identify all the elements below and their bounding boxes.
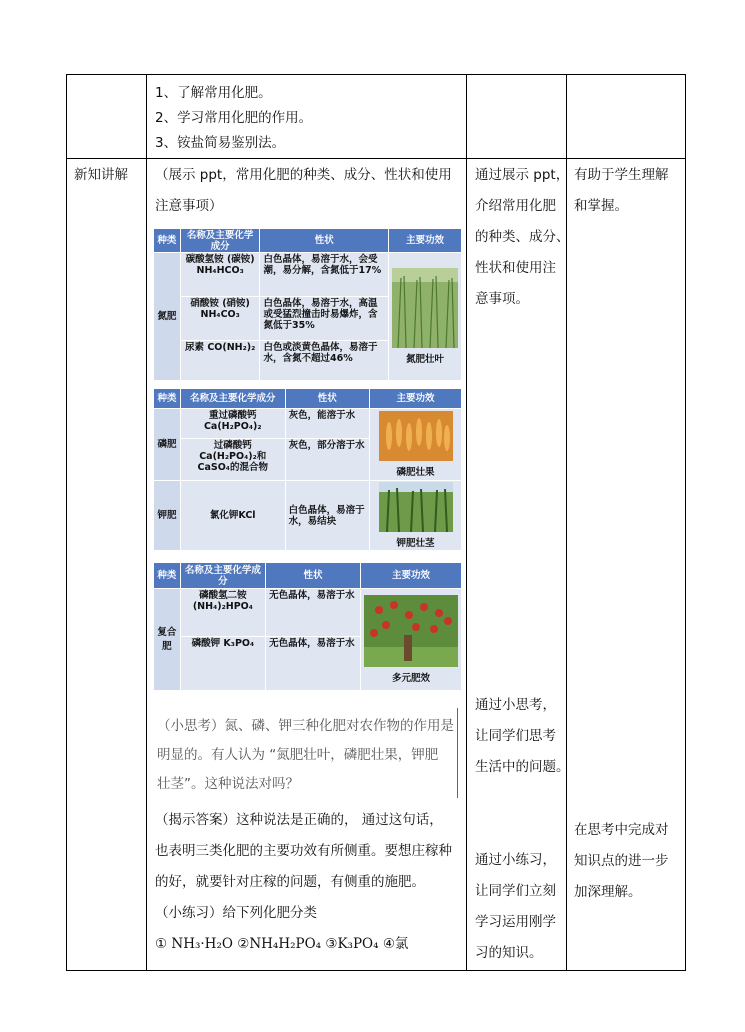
- compound-fertilizer-table: [153, 562, 462, 691]
- fertilizer-desc: 灰色，能溶于水: [285, 409, 370, 439]
- goal-item: 3、铵盐简易鉴别法。: [155, 135, 286, 151]
- exercise-items: ① NH₃·H₂O ②NH₄H₂PO₄ ③K₃PO₄ ④氯: [155, 936, 409, 952]
- teacher-note: 让同学们思考: [475, 728, 556, 744]
- effect-cell: [370, 409, 462, 481]
- fertilizer-name: 尿素 CO(NH₂)₂: [180, 341, 260, 381]
- header-desc: 性状: [266, 563, 361, 589]
- header-name: 名称及主要化学成分: [180, 563, 265, 589]
- header-effect: 主要功效: [370, 389, 462, 409]
- fertilizer-name: 碳酸氢铵 (碳铵) NH₄HCO₃: [180, 253, 260, 297]
- header-desc: 性状: [260, 229, 389, 253]
- purpose-note: 知识点的进一步: [574, 853, 669, 869]
- teacher-note: 习的知识。: [475, 945, 543, 961]
- think-line: （小思考）氮、磷、钾三种化肥对农作物的作用是: [157, 718, 454, 734]
- kind-cell: 复合肥: [154, 589, 181, 691]
- purpose-note: 有助于学生理解: [574, 167, 669, 183]
- header-kind: 种类: [154, 229, 181, 253]
- goal-item: 1、了解常用化肥。: [155, 85, 272, 101]
- effect-label: 磷肥壮果: [396, 467, 435, 478]
- phosphorus-potassium-table: [153, 388, 462, 551]
- purpose-note: 加深理解。: [574, 884, 642, 900]
- kind-cell: 磷肥: [154, 409, 181, 481]
- teacher-note: 性状和使用注: [475, 260, 556, 276]
- wheat-field-image: [392, 268, 458, 348]
- effect-label: 钾肥壮茎: [396, 538, 435, 549]
- fertilizer-name: 磷酸氢二铵 (NH₄)₂HPO₄: [180, 589, 265, 637]
- col-border-1: [66, 74, 67, 971]
- teacher-note: 意事项。: [475, 291, 529, 307]
- table-bottom-border: [66, 970, 686, 971]
- teacher-note: 生活中的问题。: [475, 759, 570, 775]
- col-border-3: [466, 74, 467, 971]
- fertilizer-name: 磷酸钾 K₃PO₄: [180, 637, 265, 691]
- fertilizer-desc: 白色晶体，易溶于水，易结块: [285, 481, 370, 551]
- header-name: 名称及主要化学成分: [180, 389, 285, 409]
- header-name: 名称及主要化学成分: [180, 229, 260, 253]
- fertilizer-name: 氯化钾KCl: [180, 481, 285, 551]
- answer-line: （揭示答案）这种说法是正确的， 通过这句话，: [155, 812, 443, 828]
- fertilizer-desc: 灰色，部分溶于水: [285, 439, 370, 481]
- fertilizer-desc: 白色或淡黄色晶体，易溶于水，含氮不超过46%: [260, 341, 389, 381]
- purpose-note: 在思考中完成对: [574, 822, 669, 838]
- header-effect: 主要功效: [388, 229, 461, 253]
- header-kind: 种类: [154, 563, 181, 589]
- fertilizer-desc: 白色晶体，易溶于水，会受潮，易分解，含氮低于17%: [260, 253, 389, 297]
- teacher-note: 让同学们立刻: [475, 883, 556, 899]
- think-box-border: [457, 708, 458, 798]
- teacher-note: 的种类、成分、: [475, 229, 570, 245]
- apple-tree-image: [364, 595, 458, 667]
- fertilizer-desc: 无色晶体，易溶于水: [266, 637, 361, 691]
- header-effect: 主要功效: [360, 563, 461, 589]
- intro-line: （展示 ppt，常用化肥的种类、成分、性状和使用: [155, 167, 452, 183]
- fertilizer-name: 过磷酸钙 Ca(H₂PO₄)₂和CaSO₄的混合物: [180, 439, 285, 481]
- fertilizer-desc: 白色晶体，易溶于水，高温或受猛烈撞击时易爆炸，含氮低于35%: [260, 297, 389, 341]
- effect-cell: [370, 481, 462, 551]
- teacher-note: 介绍常用化肥: [475, 198, 556, 214]
- effect-cell: [388, 253, 461, 381]
- table-top-border: [66, 74, 686, 75]
- nitrogen-fertilizer-table: [153, 228, 462, 381]
- teacher-note: 学习运用刚学: [475, 914, 556, 930]
- col-border-4: [566, 74, 567, 971]
- fertilizer-name: 硝酸铵 (硝铵) NH₄CO₃: [180, 297, 260, 341]
- kind-cell: 氮肥: [154, 253, 181, 381]
- col-border-5: [685, 74, 686, 971]
- exercise-title: （小练习）给下列化肥分类: [155, 905, 317, 921]
- col-border-2: [146, 74, 147, 971]
- kind-cell: 钾肥: [154, 481, 181, 551]
- intro-line: 注意事项）: [155, 198, 223, 214]
- purpose-note: 和掌握。: [574, 198, 628, 214]
- goal-item: 2、学习常用化肥的作用。: [155, 110, 313, 126]
- effect-label: 多元肥效: [391, 673, 430, 684]
- corn-field-image: [379, 482, 453, 532]
- answer-line: 也表明三类化肥的主要功效有所侧重。要想庄稼种: [155, 843, 452, 859]
- header-desc: 性状: [285, 389, 370, 409]
- header-kind: 种类: [154, 389, 181, 409]
- effect-label: 氮肥壮叶: [405, 354, 444, 365]
- fertilizer-name: 重过磷酸钙 Ca(H₂PO₄)₂: [180, 409, 285, 439]
- teacher-note: 通过小思考，: [475, 697, 556, 713]
- teacher-note: 通过展示 ppt，: [475, 167, 570, 183]
- think-line: 明显的。有人认为 “氮肥壮叶，磷肥壮果，钾肥: [157, 747, 439, 763]
- grain-ear-image: [379, 411, 453, 461]
- section-label: 新知讲解: [74, 167, 128, 183]
- teacher-note: 通过小练习，: [475, 852, 556, 868]
- answer-line: 的好，就要针对庄稼的问题，有侧重的施肥。: [155, 874, 425, 890]
- effect-cell: [360, 589, 461, 691]
- fertilizer-desc: 无色晶体，易溶于水: [266, 589, 361, 637]
- think-line: 壮茎”。这种说法对吗？: [157, 776, 299, 792]
